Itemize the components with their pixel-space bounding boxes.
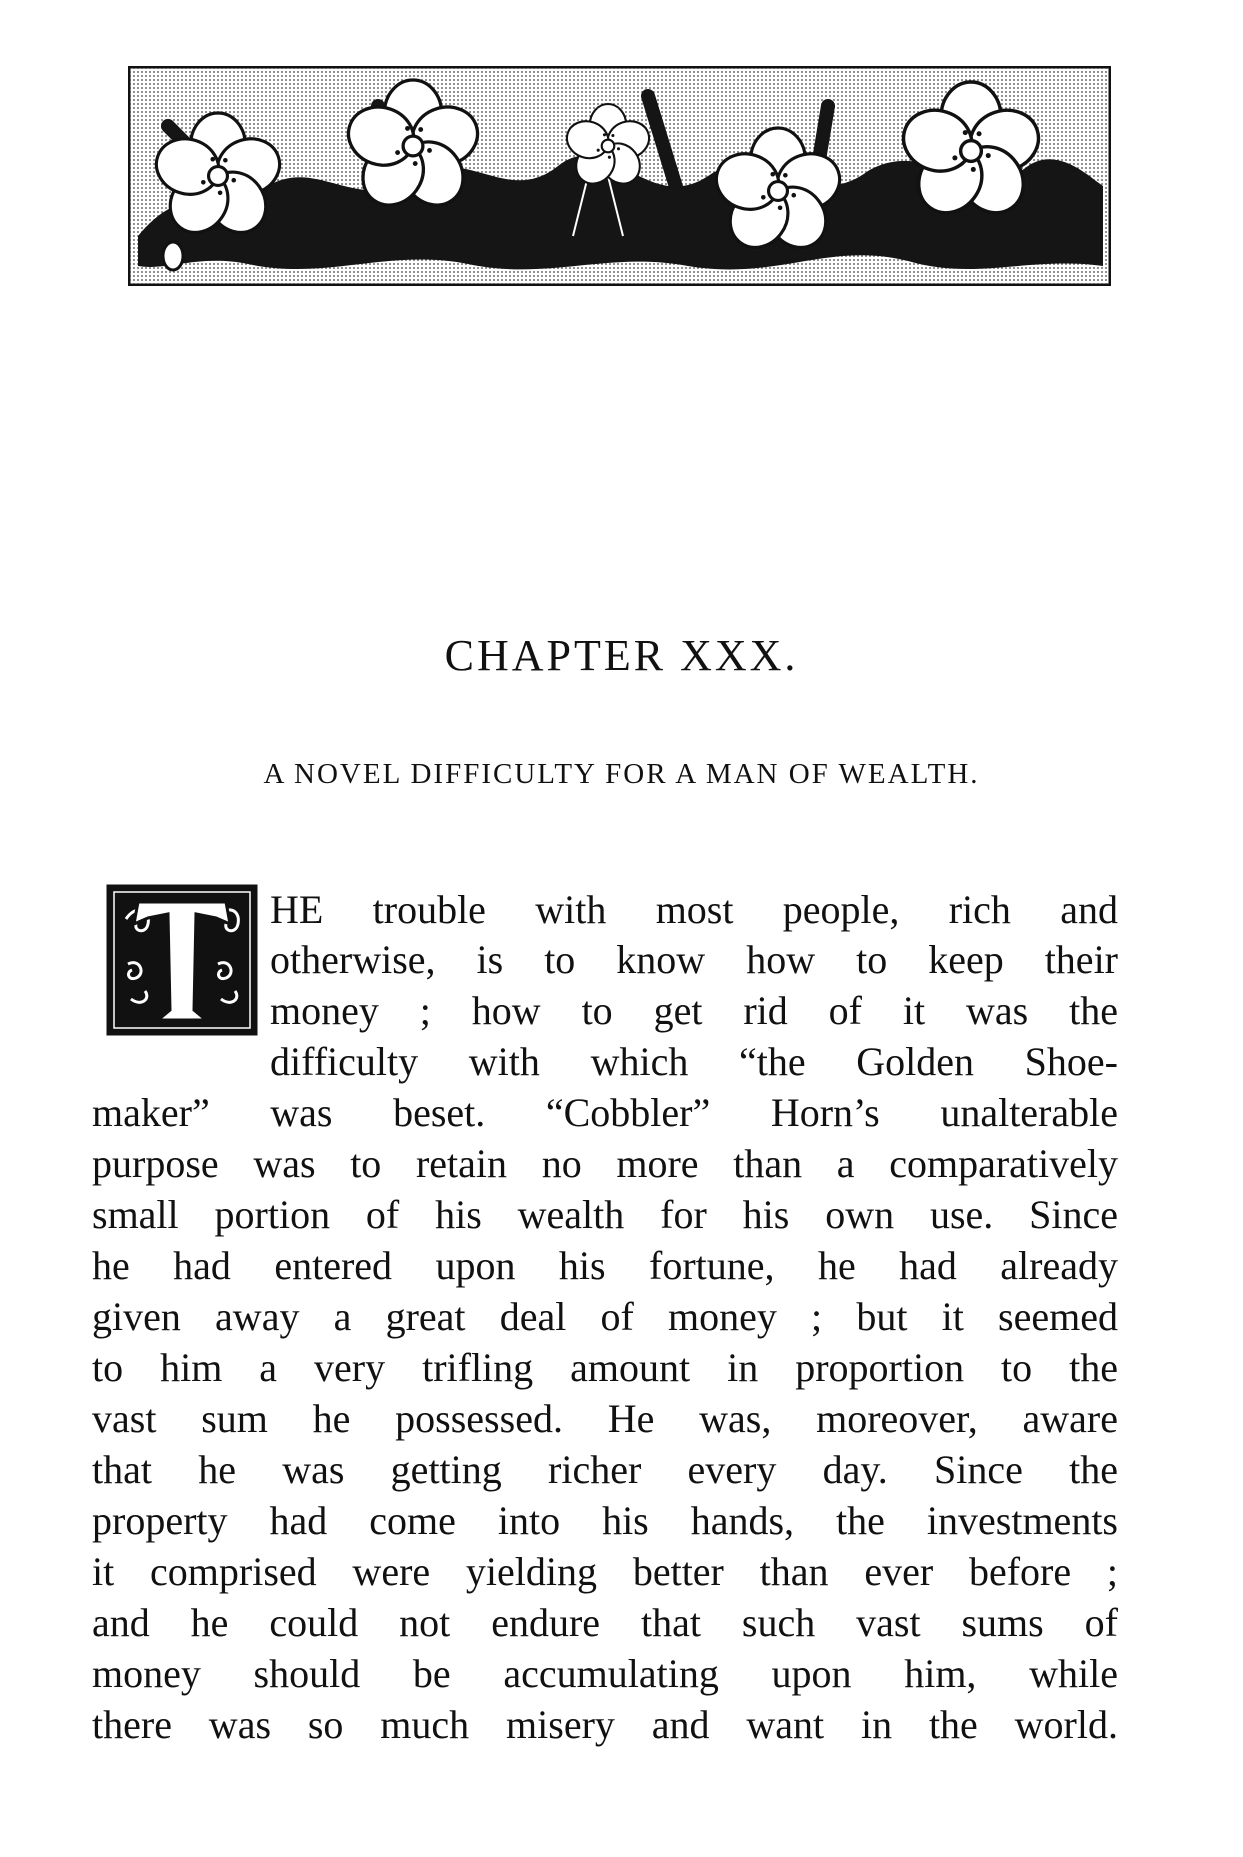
body-line: small portion of his wealth for his own use. Since [92,1192,1118,1237]
body-line: given away a great deal of money ; but it seemed [92,1294,1118,1339]
body-line: maker” was beset. “Cobbler” Horn’s unalterable [92,1090,1118,1135]
body-line: vast sum he possessed. He was, moreover, aware [92,1396,1118,1441]
body-line: money ; how to get rid of it was the [270,988,1118,1033]
body-line: he had entered upon his fortune, he had already [92,1243,1118,1288]
chapter-subtitle: A NOVEL DIFFICULTY FOR A MAN OF WEALTH. [263,758,980,790]
body-line: to him a very trifling amount in proportion to the [92,1345,1118,1390]
body-line: money should be accumulating upon him, while [92,1651,1118,1696]
body-line: and he could not endure that such vast sums of [92,1600,1118,1645]
drop-cap-letter [106,884,258,1036]
body-line: HE trouble with most people, rich and [270,887,1118,932]
body-line: that he was getting richer every day. Since the [92,1447,1118,1492]
body-line: otherwise, is to know how to keep their [270,937,1118,982]
body-line: difficulty with which “the Golden Shoe- [270,1039,1118,1084]
body-line: it comprised were yielding better than ever before ; [92,1549,1118,1594]
floral-banner [128,66,1111,286]
body-line: property had come into his hands, the investments [92,1498,1118,1543]
chapter-title: CHAPTER XXX. [444,631,799,680]
body-line: there was so much misery and want in the world. [92,1702,1118,1747]
body-line: purpose was to retain no more than a comparatively [92,1141,1118,1186]
